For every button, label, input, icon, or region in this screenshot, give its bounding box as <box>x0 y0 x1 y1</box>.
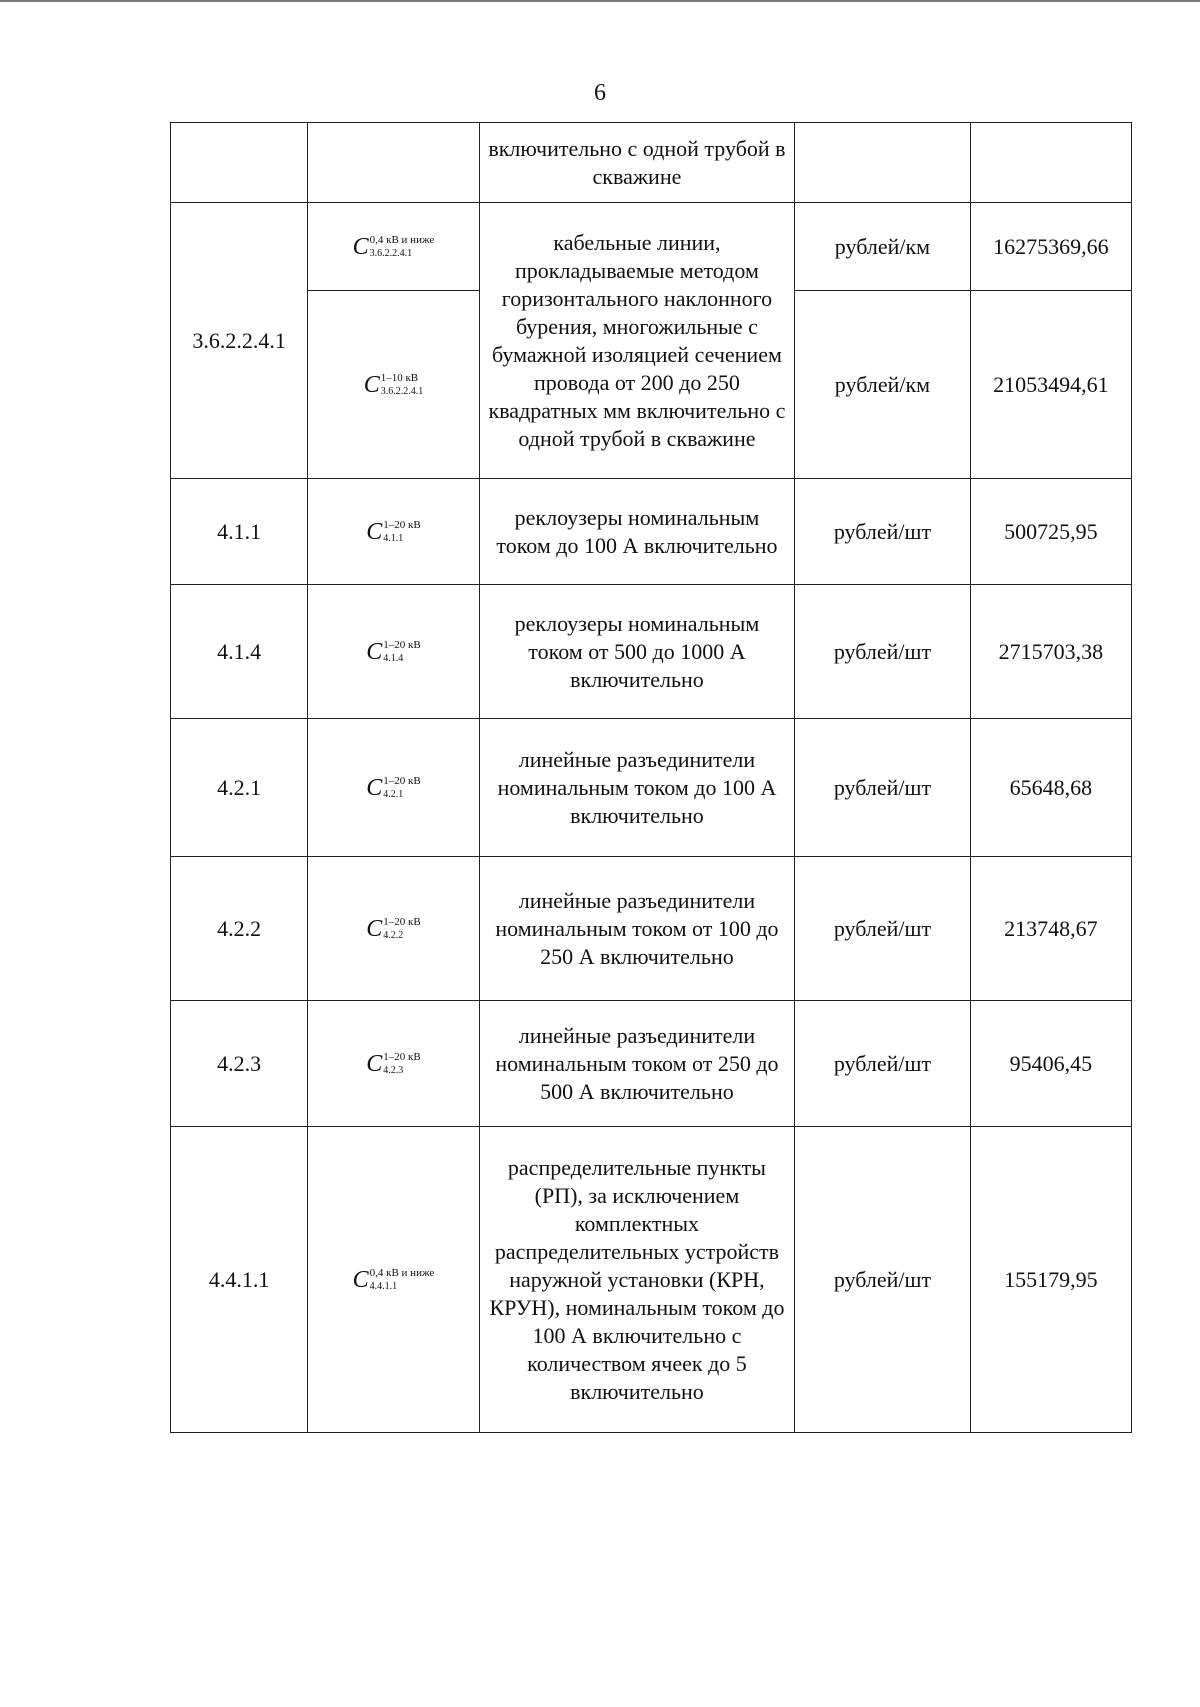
description-cell <box>479 1001 795 1127</box>
symbol-cell <box>308 1127 479 1433</box>
unit-cell: рублей/шт <box>795 585 970 719</box>
symbol-superscript: 0,4 кВ и ниже <box>369 1266 435 1279</box>
symbol-subscript: 3.6.2.2.4.1 <box>380 385 424 397</box>
symbol-cell <box>308 1001 479 1127</box>
description-cell <box>479 123 795 203</box>
value-cell: 2715703,38 <box>970 585 1131 719</box>
table-row <box>171 585 1132 719</box>
description-text: распределительные пункты (РП), за исключением комплектных распределительных устройств наружной установки (КРН, КРУН), номинальным током до 100 А включительно с количеством ячеек до 5 включительно <box>489 1154 785 1404</box>
symbol-superscript: 0,4 кВ и ниже <box>369 233 435 246</box>
description-text: кабельные линии, прокладываемые методом горизонтального наклонного бурения, многожильные с бумажной изоляцией сечением провода от 200 до 250 квадратных мм включительно с одной трубой в скважине <box>488 229 786 451</box>
symbol-superscript: 1–20 кВ <box>383 774 421 787</box>
symbol-cell <box>308 123 479 203</box>
code-cell: 4.2.1 <box>171 719 308 857</box>
table-row <box>171 479 1132 585</box>
symbol-letter: C <box>366 1050 383 1077</box>
symbol-cell <box>308 585 479 719</box>
symbol-superscript: 1–20 кВ <box>383 915 421 928</box>
unit-cell: рублей/шт <box>795 1001 970 1127</box>
symbol-letter: C <box>352 1266 369 1293</box>
symbol-subscript: 4.2.1 <box>383 788 404 800</box>
value-cell: 21053494,61 <box>970 291 1131 479</box>
value-cell: 95406,45 <box>970 1001 1131 1127</box>
symbol-letter: C <box>366 638 383 665</box>
symbol-cell <box>308 857 479 1001</box>
description-text: реклоузеры номинальным током от 500 до 1000 А включительно <box>514 610 760 692</box>
page-number: 6 <box>594 80 606 106</box>
symbol-superscript: 1–10 кВ <box>380 371 419 384</box>
symbol-cell <box>308 719 479 857</box>
description-cell <box>479 1127 795 1433</box>
table-row <box>171 719 1132 857</box>
unit-cell: рублей/шт <box>795 857 970 1001</box>
symbol-subscript: 4.2.2 <box>383 929 404 941</box>
symbol-cell <box>308 291 479 479</box>
unit-cell: рублей/км <box>795 203 970 291</box>
table-row <box>171 857 1132 1001</box>
rates-table <box>170 122 1132 1433</box>
symbol-cell <box>308 203 479 291</box>
unit-cell: рублей/шт <box>795 1127 970 1433</box>
symbol-letter: C <box>352 233 369 260</box>
symbol-subscript: 4.2.3 <box>383 1064 404 1076</box>
symbol-subscript: 4.4.1.1 <box>369 1280 398 1292</box>
table-row <box>171 1001 1132 1127</box>
unit-cell: рублей/шт <box>795 719 970 857</box>
description-cell <box>479 479 795 585</box>
symbol-subscript: 4.1.1 <box>383 532 404 544</box>
description-cell <box>479 203 795 479</box>
description-text: линейные разъединители номинальным током от 250 до 500 А включительно <box>495 1022 779 1104</box>
code-cell: 3.6.2.2.4.1 <box>171 203 308 479</box>
rate-symbol <box>353 233 435 261</box>
symbol-superscript: 1–20 кВ <box>383 1050 421 1063</box>
description-text: линейные разъединители номинальным током от 100 до 250 А включительно <box>495 887 779 969</box>
symbol-letter: C <box>363 371 380 398</box>
unit-cell: рублей/шт <box>795 479 970 585</box>
code-cell <box>171 123 308 203</box>
rate-symbol <box>364 371 424 399</box>
rate-symbol <box>366 518 420 546</box>
table-row <box>171 123 1132 203</box>
description-cell <box>479 857 795 1001</box>
description-cell <box>479 585 795 719</box>
rate-symbol <box>366 774 420 802</box>
symbol-subscript: 4.1.4 <box>383 652 404 664</box>
code-cell: 4.1.4 <box>171 585 308 719</box>
unit-cell: рублей/км <box>795 291 970 479</box>
value-cell: 16275369,66 <box>970 203 1131 291</box>
unit-cell <box>795 123 970 203</box>
page-top-border <box>0 0 1200 2</box>
value-cell: 65648,68 <box>970 719 1131 857</box>
description-text: линейные разъединители номинальным током до 100 А включительно <box>497 746 777 828</box>
table-row <box>171 1127 1132 1433</box>
rate-symbol <box>366 1050 420 1078</box>
symbol-letter: C <box>366 774 383 801</box>
table-row <box>171 203 1132 291</box>
rate-symbol <box>366 638 420 666</box>
symbol-cell <box>308 479 479 585</box>
value-cell: 213748,67 <box>970 857 1131 1001</box>
symbol-superscript: 1–20 кВ <box>383 518 421 531</box>
rate-symbol <box>353 1266 435 1294</box>
code-cell: 4.2.3 <box>171 1001 308 1127</box>
value-cell: 500725,95 <box>970 479 1131 585</box>
description-text: включительно с одной трубой в скважине <box>488 135 786 189</box>
value-cell <box>970 123 1131 203</box>
value-cell: 155179,95 <box>970 1127 1131 1433</box>
rate-symbol <box>366 915 420 943</box>
code-cell: 4.1.1 <box>171 479 308 585</box>
symbol-superscript: 1–20 кВ <box>383 638 421 651</box>
code-cell: 4.4.1.1 <box>171 1127 308 1433</box>
symbol-subscript: 3.6.2.2.4.1 <box>369 247 413 259</box>
symbol-letter: C <box>366 915 383 942</box>
description-text: реклоузеры номинальным током до 100 А включительно <box>496 504 778 558</box>
symbol-letter: C <box>366 518 383 545</box>
description-cell <box>479 719 795 857</box>
code-cell: 4.2.2 <box>171 857 308 1001</box>
